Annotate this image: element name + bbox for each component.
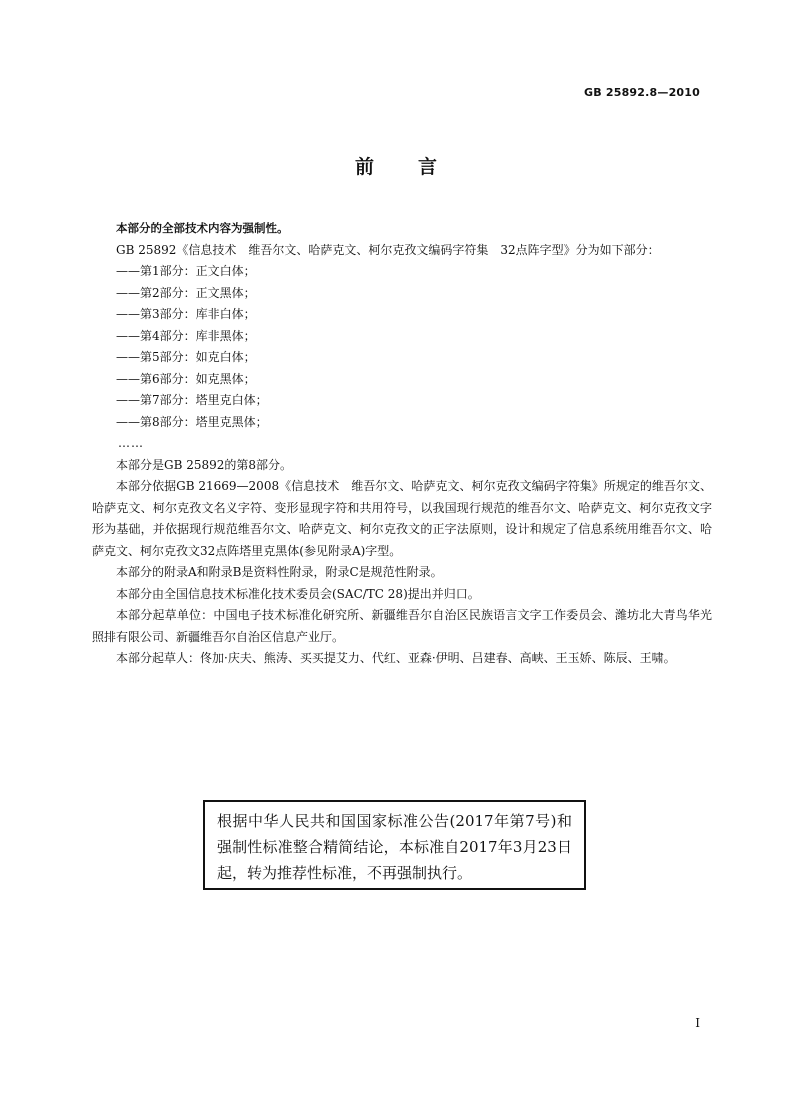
basis-paragraph: 本部分依据GB 21669—2008《信息技术 维吾尔文、哈萨克文、柯尔克孜文编码字符集》所规定的维吾尔文、哈萨克文、柯尔克孜文名义字符、变形显现字符和共用符号，以我国现行规范的维吾尔文、哈萨克文、柯尔克孜文字形为基础，并依据现行规范维吾尔文、哈萨克文、柯尔克孜文的正字法原则，设计和规定了信息系统用维吾尔文、哈萨克文、柯尔克孜文32点阵塔里克黑体(参见附录A)字型。 [92,479,712,558]
parts-list [92,261,712,433]
list-item: ——第8部分：塔里克黑体； [116,414,268,429]
list-item: ——第4部分：库非黑体； [116,328,256,343]
list-item: ——第1部分：正文白体； [116,264,256,278]
page-number: I [695,1016,700,1030]
annex-note: 本部分的附录A和附录B是资料性附录，附录C是规范性附录。 [116,565,443,579]
list-item: ——第5部分：如克白体； [116,350,256,364]
list-item: ——第7部分：塔里克白体； [116,393,268,407]
proposer-statement: 本部分由全国信息技术标准化技术委员会(SAC/TC 28)提出并归口。 [116,586,480,601]
series-intro: GB 25892《信息技术 维吾尔文、哈萨克文、柯尔克孜文编码字符集 32点阵字型》分为如下部分： [116,242,660,257]
status-notice-box: 根据中华人民共和国国家标准公告(2017年第7号)和强制性标准整合精简结论，本标准自2017年3月23日起，转为推荐性标准，不再强制执行。 [203,800,586,890]
parts-ellipsis: …… [118,436,144,450]
this-part-statement: 本部分是GB 25892的第8部分。 [116,457,293,472]
list-item: ——第2部分：正文黑体； [116,285,256,300]
list-item: ——第6部分：如克黑体； [116,371,256,386]
list-item: ——第3部分：库非白体； [116,307,256,321]
page-title: 前言 [354,156,481,178]
drafting-units: 本部分起草单位：中国电子技术标准化研究所、新疆维吾尔自治区民族语言文字工作委员会、潍坊北大青鸟华光照排有限公司、新疆维吾尔自治区信息产业厅。 [92,608,712,644]
mandatory-statement: 本部分的全部技术内容为强制性。 [116,221,289,235]
foreword-body [92,218,712,670]
drafters: 本部分起草人：佟加·庆夫、熊涛、买买提艾力、代红、亚森·伊明、吕建春、高峡、王玉娇、陈辰、王啸。 [116,651,676,665]
standard-number: GB 25892.8—2010 [584,86,700,99]
